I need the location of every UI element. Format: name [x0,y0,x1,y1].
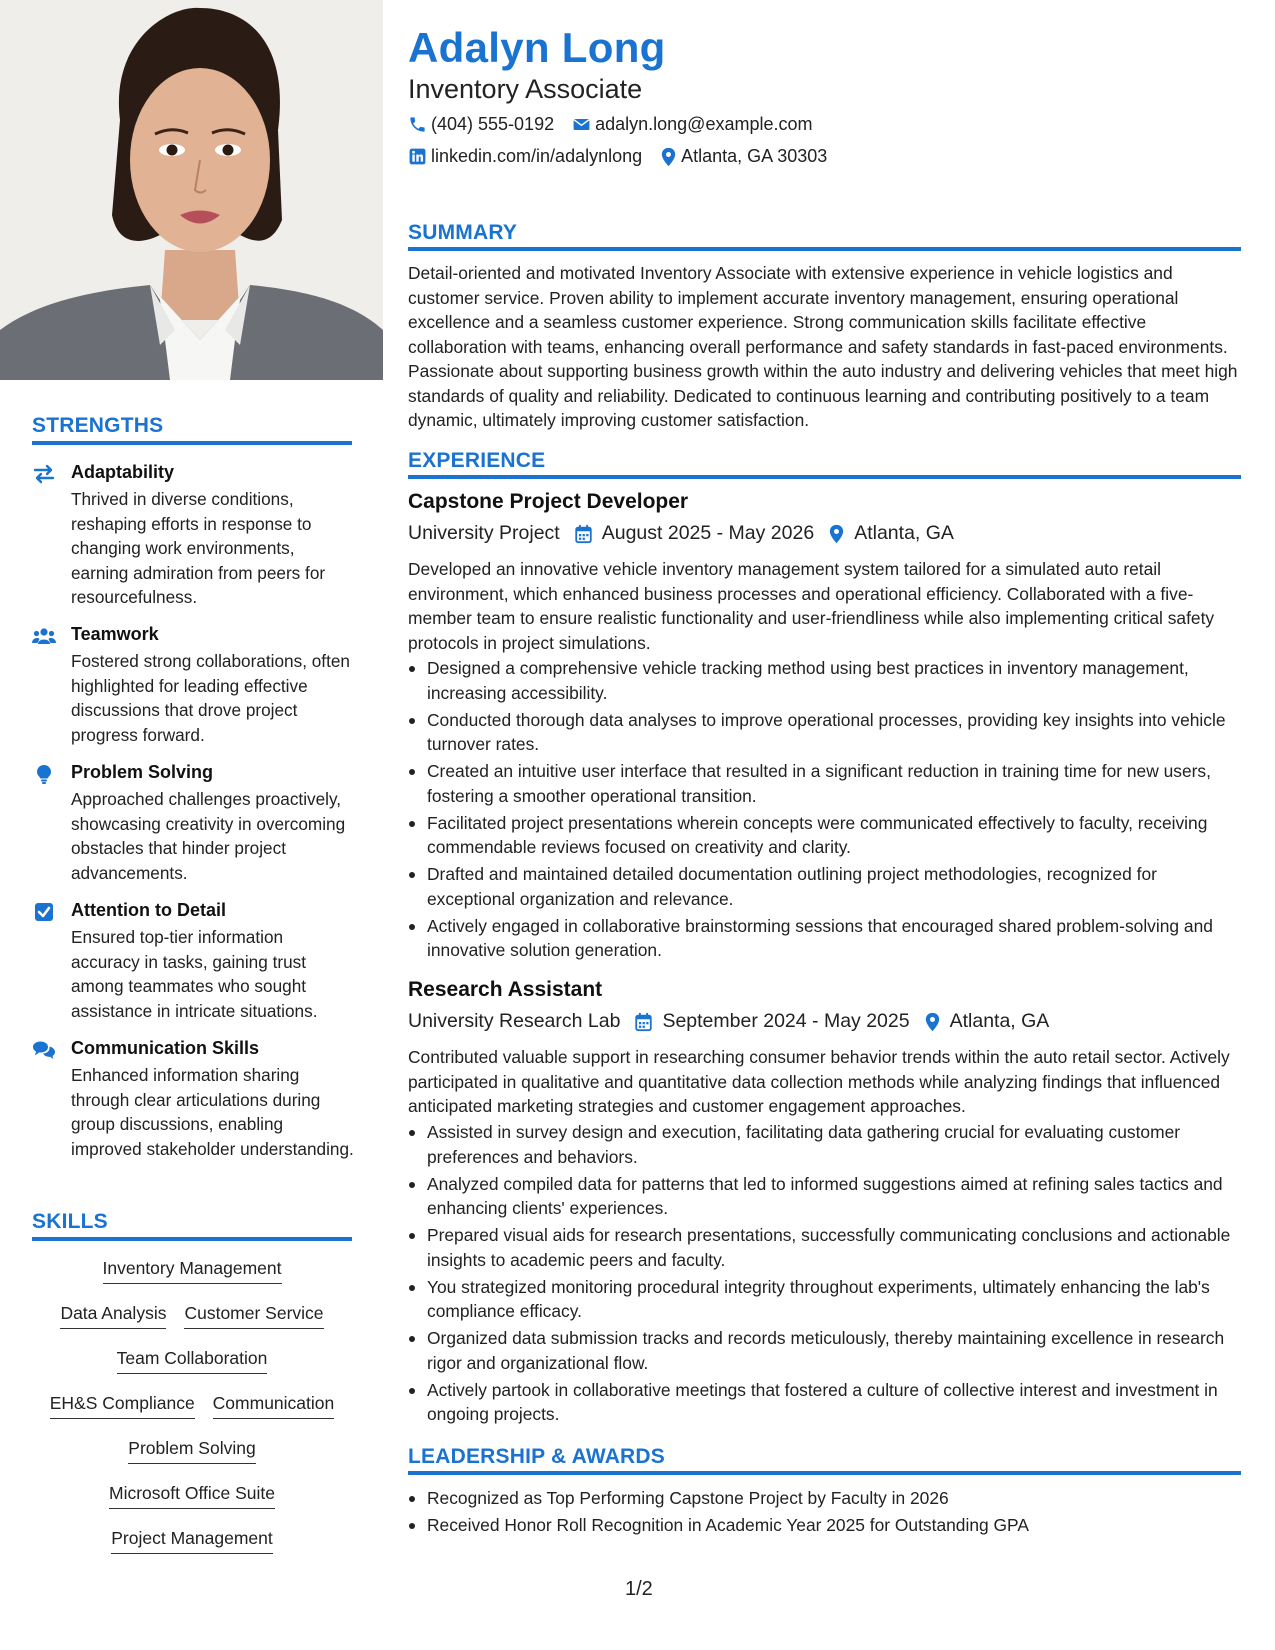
contact-location [660,146,827,167]
linkedin-icon [408,147,427,166]
phone-icon [408,115,427,134]
location-text: Atlanta, GA 30303 [681,146,828,166]
list-item: Drafted and maintained detailed documentation outlining project methodologies, recognized for exceptional organization and relevance. [408,862,1243,911]
job-location: Atlanta, GA [854,522,954,544]
list-item: Analyzed compiled data for patterns that led to informed suggestions aimed at refining sales tactics and enhancing clients' experiences. [408,1172,1243,1221]
strength-text: Approached challenges proactively, showcasing creativity in overcoming obstacles that hinder project advancements. [71,789,346,883]
list-item: Conducted thorough data analyses to improve operational processes, providing key insights into vehicle turnover rates. [408,708,1243,757]
skill-row [32,1303,352,1348]
list-item: You strategized monitoring procedural integrity throughout experiments, ultimately enhancing the lab's compliance efficacy. [408,1275,1243,1324]
job-meta [408,522,954,545]
skill-tag: EH&S Compliance [50,1393,195,1419]
skill-row [32,1348,352,1393]
strength-text: Fostered strong collaborations, often highlighted for leading effective discussions that drove project progress forward. [71,651,350,745]
skill-tag: Project Management [111,1528,272,1554]
page-number: 1/2 [625,1578,653,1600]
checkbox-icon [32,902,56,922]
strength-title: Adaptability [71,462,175,482]
strength-title: Attention to Detail [71,900,226,920]
list-item: Organized data submission tracks and records meticulously, thereby maintaining excellence in research rigor and organizational flow. [408,1326,1243,1375]
list-item: Created an intuitive user interface that resulted in a significant reduction in training time for new users, fostering a smoother operational transition. [408,759,1243,808]
contact-row-1 [408,114,812,135]
job-location: Atlanta, GA [949,1010,1050,1032]
skill-tag: Customer Service [184,1303,323,1329]
map-pin-icon [660,147,677,167]
left-column [0,0,383,1650]
list-item: Recognized as Top Performing Capstone Project by Faculty in 2026 [408,1486,1243,1511]
list-item: Facilitated project presentations wherein concepts were communicated effectively to faculty, receiving commendable reviews focused on creativity and clarity. [408,811,1243,860]
skill-row [32,1258,352,1303]
list-item: Prepared visual aids for research presentations, successfully communicating conclusions and actionable insights to academic peers and faculty. [408,1223,1243,1272]
strength-title: Problem Solving [71,762,214,782]
job-org: University Project [408,522,560,544]
skill-tag: Problem Solving [128,1438,255,1464]
skill-row [32,1438,352,1483]
envelope-icon [572,115,591,134]
job-description: Developed an innovative vehicle inventory management system tailored for a simulated auto retail environment, which enhanced business processes and operational efficiency. Collaborated with a five-member team to ensure realistic functionality and user-friendliness while also implementing critical safety protocols in project simulations. [408,559,1215,653]
map-pin-icon [828,524,845,544]
job-title: Capstone Project Developer [408,490,689,513]
skill-tag: Microsoft Office Suite [109,1483,275,1509]
profile-photo [0,0,383,380]
strength-text: Enhanced information sharing through clear articulations during group discussions, enabling improved stakeholder understanding. [71,1065,354,1159]
contact-phone [408,114,554,135]
contact-email[interactable] [572,114,812,135]
skill-tag: Team Collaboration [117,1348,268,1374]
calendar-icon [574,524,593,544]
experience-heading: EXPERIENCE [408,449,1241,479]
list-item: Designed a comprehensive vehicle tracking method using best practices in inventory management, increasing accessibility. [408,656,1243,705]
skill-tag: Data Analysis [60,1303,166,1329]
summary-text: Detail-oriented and motivated Inventory Associate with extensive experience in vehicle logistics and customer service. Proven ability to implement accurate inventory management, ensuring operational excellence and a seamless customer experience. Strong communication skills facilitate effective collaboration with teams, enhancing overall performance and safety standards in fast-paced environments. Passionate about supporting business growth within the auto industry and delivering vehicles that meet high standards of quality and reliability. Dedicated to continuous learning and contributing positively to a team dynamic, ultimately improving customer satisfaction. [408,263,1238,430]
job-bullets [408,1120,1243,1429]
lightbulb-icon [32,764,56,784]
skill-tag: Inventory Management [103,1258,282,1284]
job-title: Research Assistant [408,978,603,1001]
candidate-title: Inventory Associate [408,74,643,104]
list-item: Actively partook in collaborative meetings that fostered a culture of collective interest and investment in ongoing projects. [408,1378,1243,1427]
email-link[interactable]: adalyn.long@example.com [595,114,813,134]
job-bullets [408,656,1243,965]
list-item: Received Honor Roll Recognition in Academic Year 2025 for Outstanding GPA [408,1513,1243,1538]
contact-row-2 [408,146,827,167]
candidate-name: Adalyn Long [408,24,666,71]
skill-row [32,1393,352,1438]
chat-bubbles-icon [32,1040,56,1060]
phone-text: (404) 555-0192 [431,114,555,134]
map-pin-icon [924,1012,941,1032]
strengths-heading: STRENGTHS [32,414,352,445]
users-icon [32,626,56,646]
skills-list [32,1258,352,1573]
linkedin-link[interactable]: linkedin.com/in/adalynlong [431,146,643,166]
skills-heading: SKILLS [32,1210,352,1241]
strength-text: Thrived in diverse conditions, reshaping efforts in response to changing work environments, earning admiration from peers for resourcefulness. [71,489,326,607]
job-dates: August 2025 - May 2026 [601,522,815,544]
strength-title: Teamwork [71,624,159,644]
strength-text: Ensured top-tier information accuracy in tasks, gaining trust among teammates who sought assistance in intricate situations. [71,927,318,1021]
strength-title: Communication Skills [71,1038,260,1058]
job-description: Contributed valuable support in researching consumer behavior trends within the auto retail sector. Actively participated in qualitative and quantitative data collection methods while analyzing findings that influenced anticipated marketing strategies and customer engagement approaches. [408,1047,1230,1116]
leadership-heading: LEADERSHIP & AWARDS [408,1445,1241,1475]
arrows-exchange-icon [32,464,56,484]
list-item: Actively engaged in collaborative brainstorming sessions that encouraged shared problem-solving and innovative solution generation. [408,914,1243,963]
skill-row [32,1483,352,1528]
job-org: University Research Lab [408,1010,621,1032]
summary-heading: SUMMARY [408,221,1241,251]
job-meta [408,1010,1049,1033]
contact-linkedin[interactable] [408,146,642,167]
skill-tag: Communication [213,1393,335,1419]
skill-row [32,1528,352,1573]
awards-list [408,1486,1243,1540]
list-item: Assisted in survey design and execution, facilitating data gathering crucial for evaluating customer preferences and behaviors. [408,1120,1243,1169]
calendar-icon [634,1012,653,1032]
job-dates: September 2024 - May 2025 [662,1010,910,1032]
